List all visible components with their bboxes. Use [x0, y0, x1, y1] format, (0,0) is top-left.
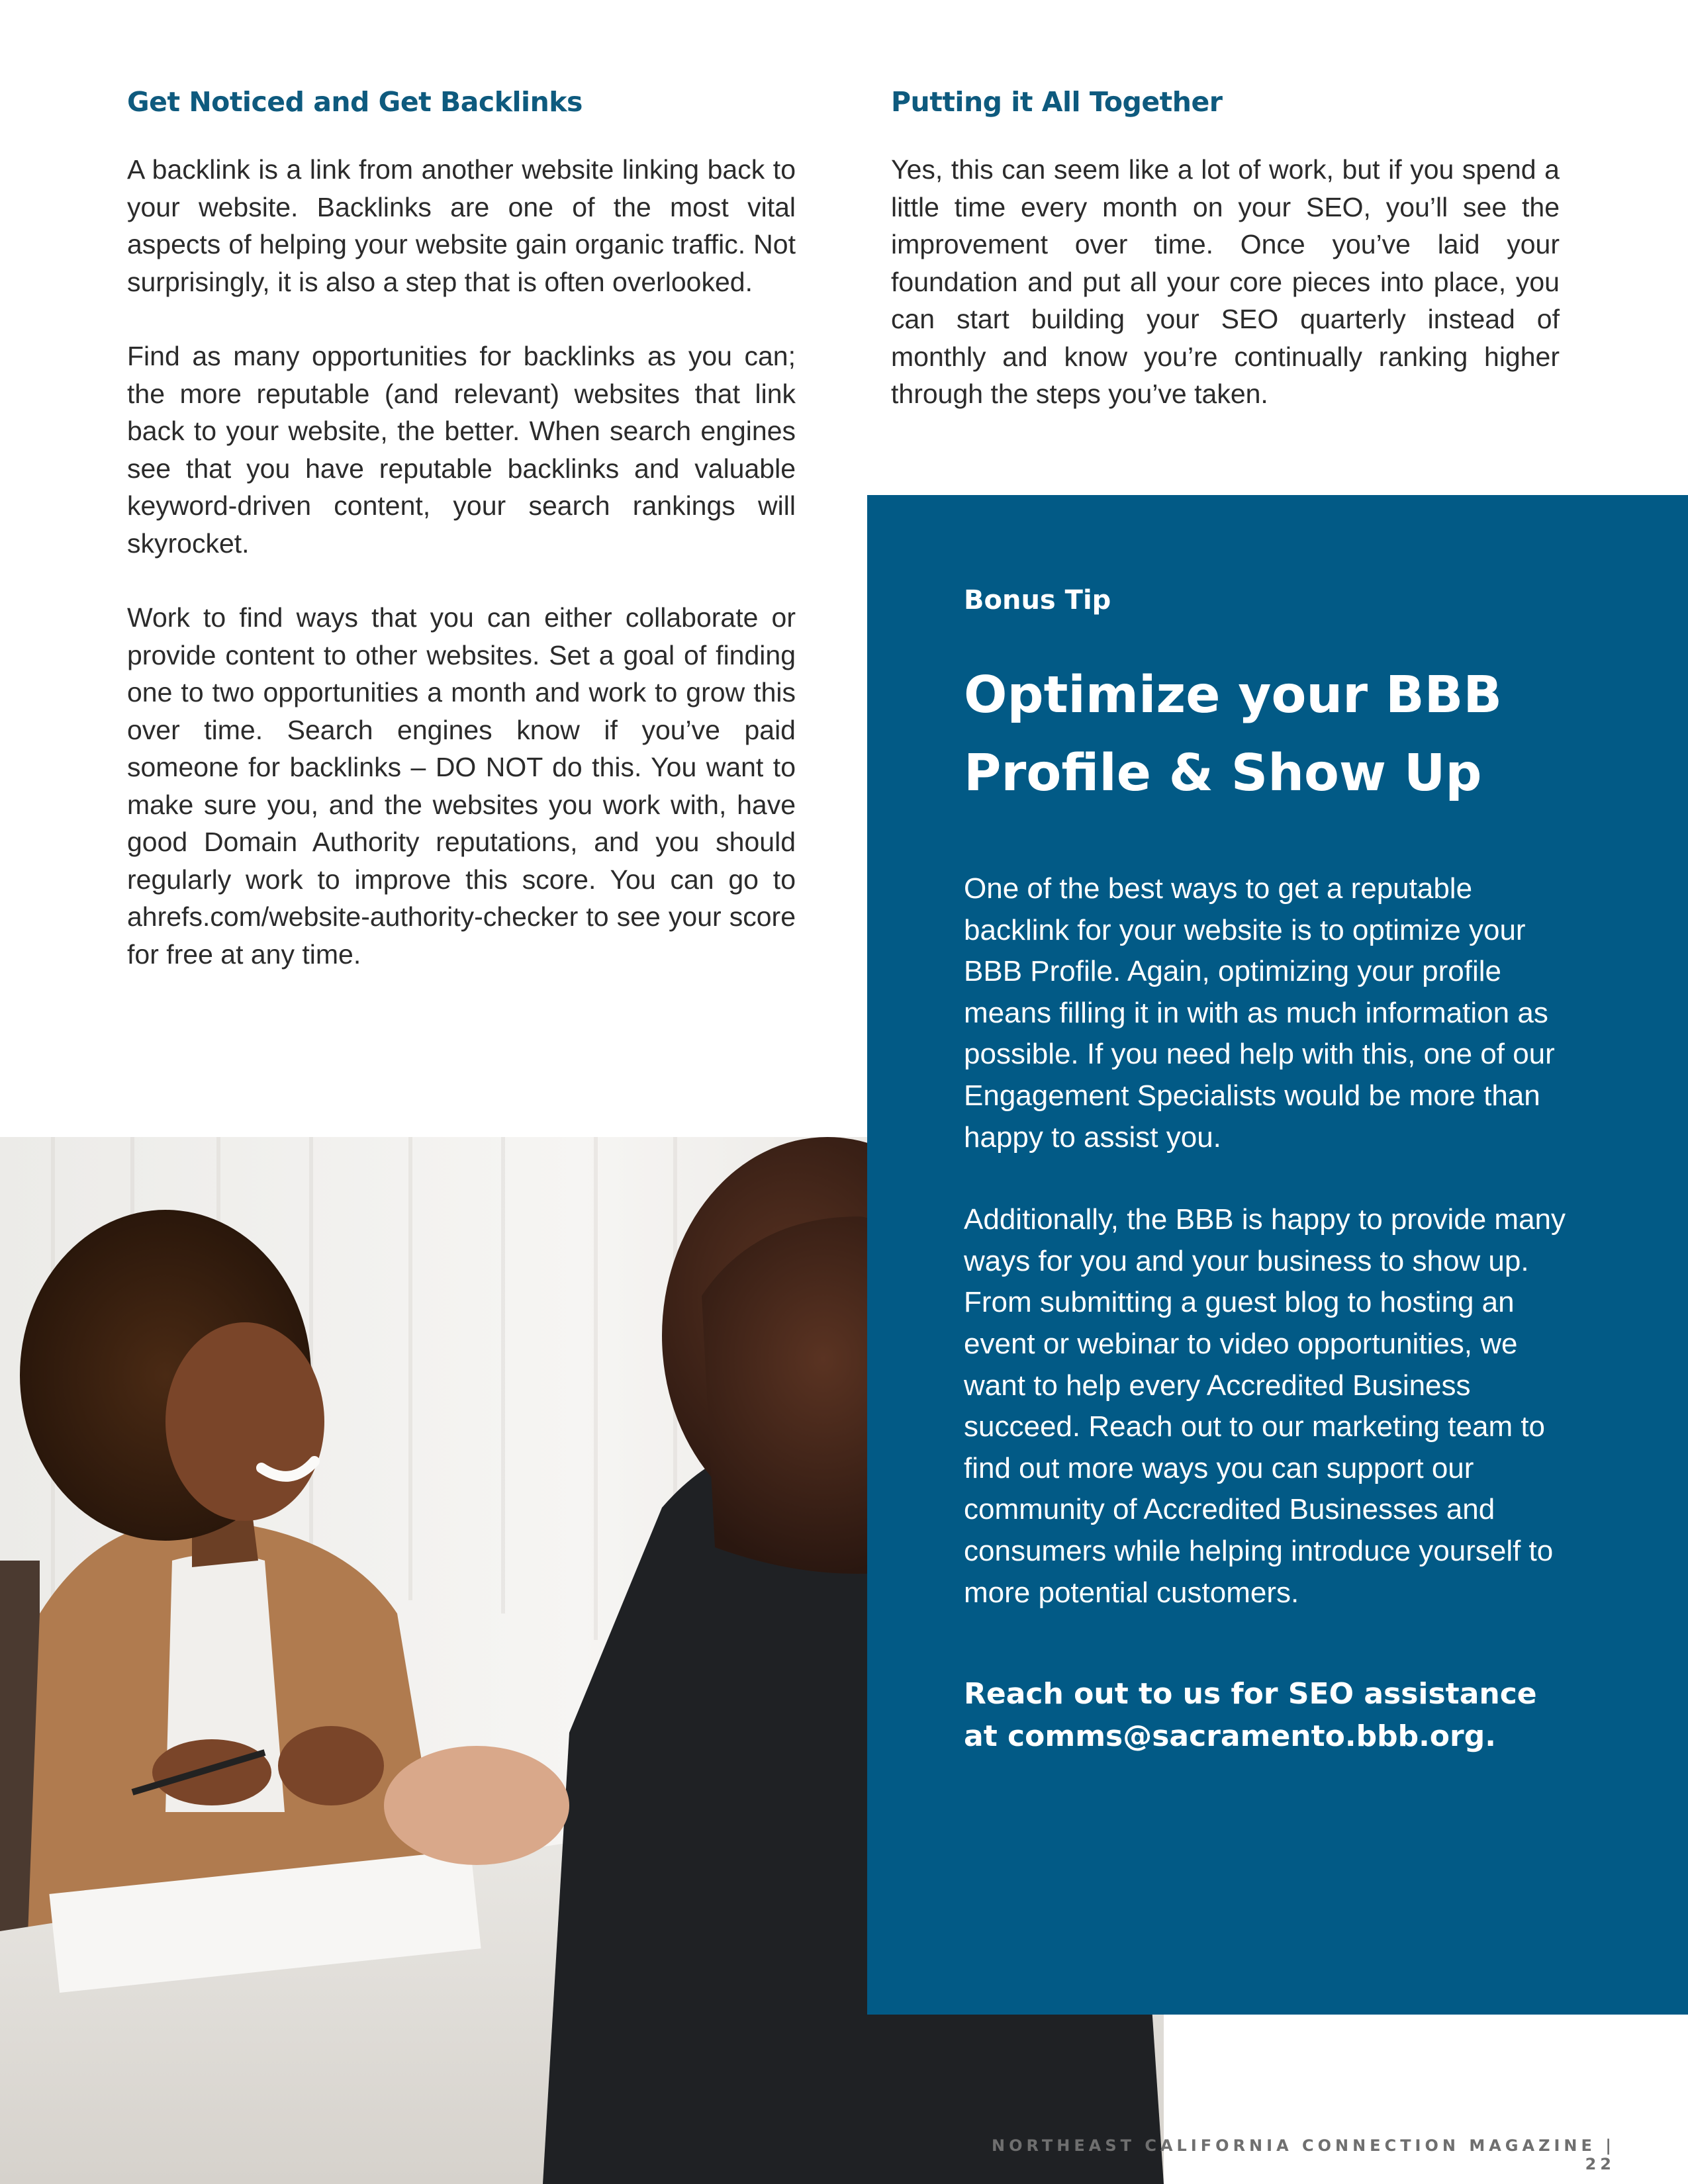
bonus-tip-title	[964, 657, 1573, 813]
paragraph: Work to find ways that you can either collaborate or provide content to other websites. Set a goal of finding one to two opportunities a month and work to grow this over time. Search engines know if you’ve paid someone for backlinks – DO NOT do this. You want to make sure you, and the websites you work with, have good Domain Authority reputations, and you should regularly work to improve this score. You can go to ahrefs.com/website-authority-checker to see your score for free at any time.	[127, 602, 796, 970]
paragraph: Yes, this can seem like a lot of work, but if you spend a little time every month on your SEO, you’ll see the improvement over time. Once you’ve laid your foundation and put all your core pieces into place, you can start building your SEO quarterly instead of monthly and know you’re continually ranking higher through the steps you’ve taken.	[891, 154, 1560, 409]
left-column	[127, 86, 796, 1010]
paragraph: A backlink is a link from another website linking back to your website. Backlinks are one of the most vital aspects of helping your website gain organic traffic. Not surprisingly, it is also a step that is often overlooked.	[127, 154, 796, 297]
page-footer: NORTHEAST CALIFORNIA CONNECTION MAGAZINE | 22	[992, 2136, 1615, 2173]
section-heading-together: Putting it All Together	[891, 86, 1223, 118]
bonus-title-line2: Profile & Show Up	[964, 744, 1482, 803]
cta-line1: Reach out to us for SEO assistance	[964, 1677, 1537, 1711]
bonus-tip-content	[964, 585, 1573, 1758]
paragraph: Find as many opportunities for backlinks as you can; the more reputable (and relevant) websites that link back to your website, the better. When search engines see that you have reputable backlinks and valuable keyword-driven content, your search rankings will skyrocket.	[127, 341, 796, 559]
bonus-title-line1: Optimize your BBB	[964, 666, 1503, 725]
bonus-call-to-action	[964, 1673, 1573, 1758]
section-heading-backlinks: Get Noticed and Get Backlinks	[127, 86, 583, 118]
bonus-tip-label: Bonus Tip	[964, 585, 1111, 615]
bonus-paragraph: One of the best ways to get a reputable backlink for your website is to optimize your BBB Profile. Again, optimizing your profile means filling it in with as much information as possible. If you need help with this, one of our Engagement Specialists would be more than happy to assist you.	[964, 872, 1555, 1154]
bonus-tip-panel	[867, 495, 1688, 2015]
right-column	[891, 86, 1560, 450]
bonus-paragraph: Additionally, the BBB is happy to provide many ways for you and your business to show up. From submitting a guest blog to hosting an event or webinar to video opportunities, we want to help every Accredited Business succeed. Reach out to our marketing team to find out more ways you can support our community of Accredited Businesses and consumers while helping introduce yourself to more potential customers.	[964, 1203, 1566, 1609]
cta-line2: at comms@sacramento.bbb.org.	[964, 1719, 1496, 1754]
